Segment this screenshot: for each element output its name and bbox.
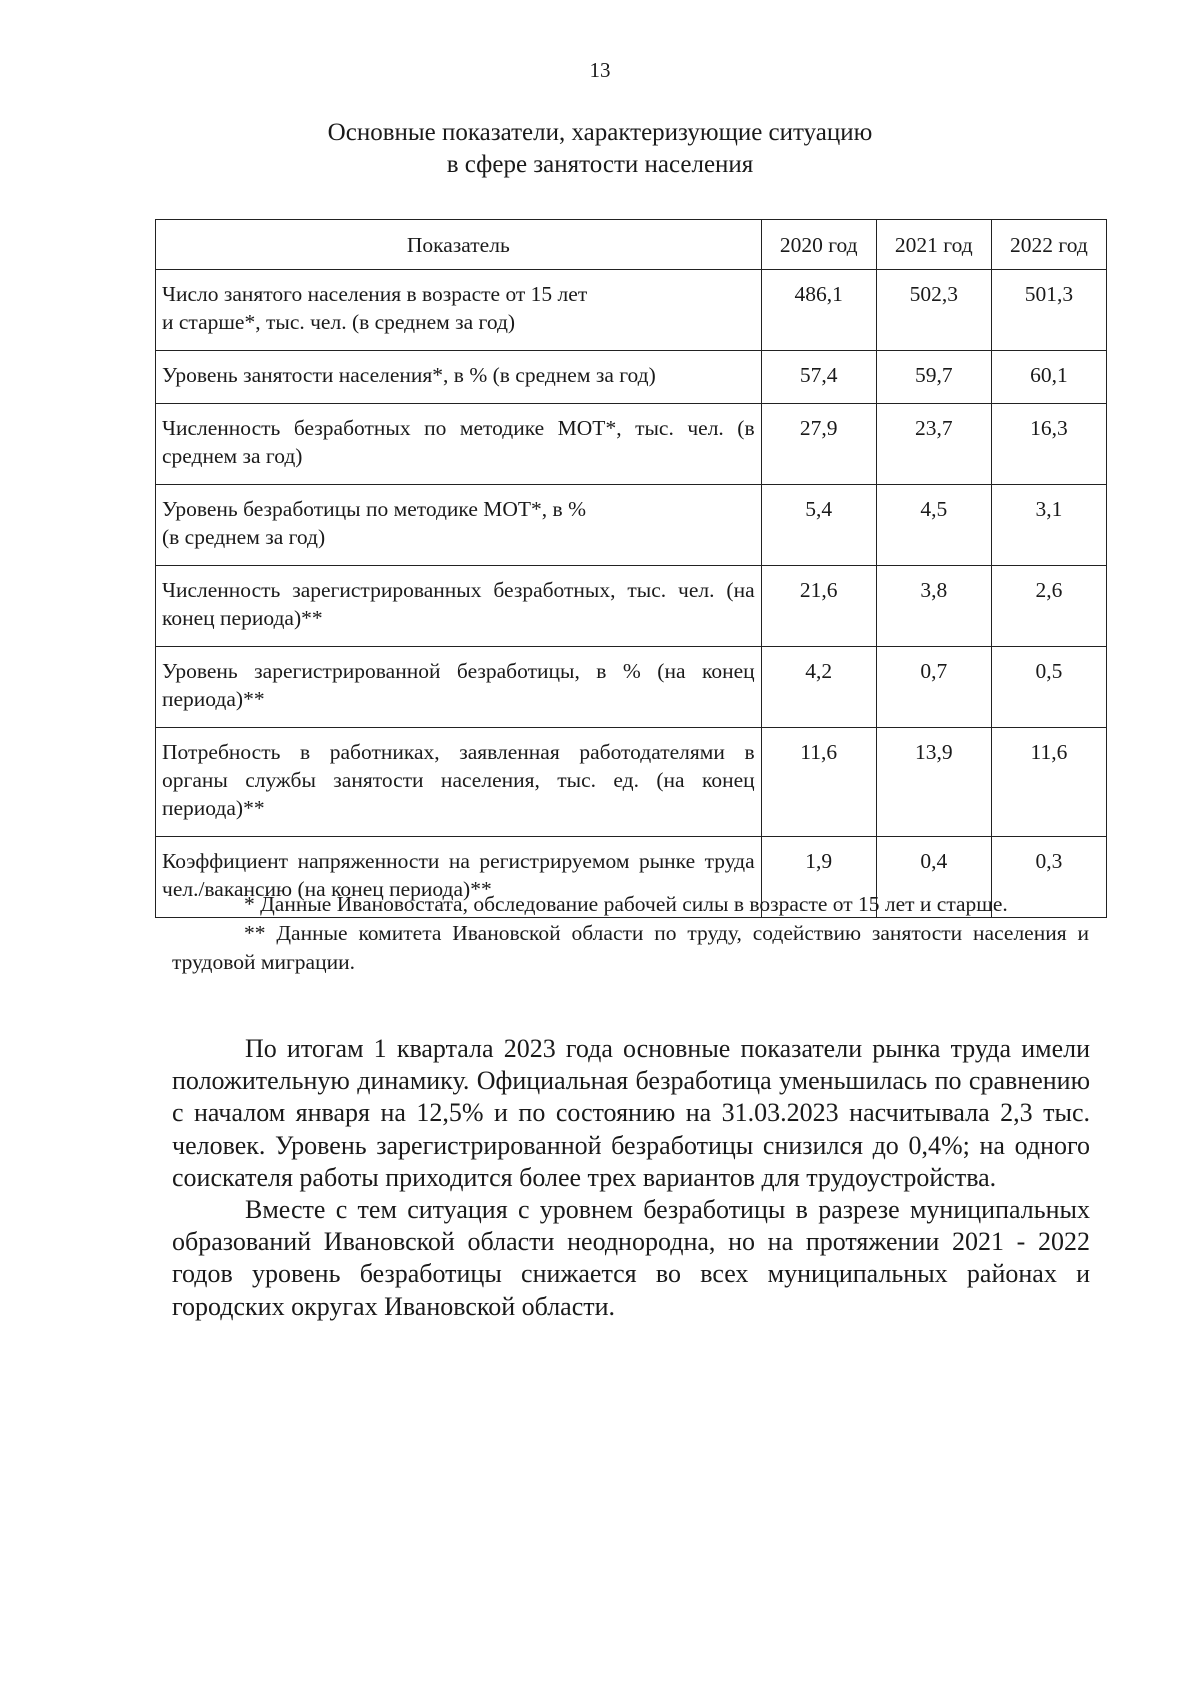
value-2021-cell: 59,7 <box>876 351 991 404</box>
indicator-cell: Потребность в работниках, заявленная работодателями в органы службы занятости населения, тыс. ед. (на конец периода)** <box>156 728 762 837</box>
value-2022-cell: 16,3 <box>991 404 1106 485</box>
table-title-line-2: в сфере занятости населения <box>446 151 754 178</box>
table-row <box>156 270 1107 351</box>
value-2020-cell: 1,9 <box>761 837 876 918</box>
value-2021-cell: 13,9 <box>876 728 991 837</box>
paragraph-1: По итогам 1 квартала 2023 года основные показатели рынка труда имели положительную динамику. Официальная безработица уменьшилась по сравнению с началом января на 12,5% и по состоянию на 31.03.2023 насчитывала 2,3 тыс. человек. Уровень зарегистрированной безработицы снизился до 0,4%; на одного соискателя работы приходится более трех вариантов для трудоустройства. <box>172 1034 1090 1192</box>
header-2021: 2021 год <box>876 220 991 270</box>
header-2020: 2020 год <box>761 220 876 270</box>
table-header-row <box>156 220 1107 270</box>
value-2021-cell: 502,3 <box>876 270 991 351</box>
page-number: 13 <box>589 58 611 82</box>
table-row <box>156 647 1107 728</box>
indicator-cell: Уровень занятости населения*, в % (в среднем за год) <box>156 351 762 404</box>
value-2020-cell: 4,2 <box>761 647 876 728</box>
value-2022-cell: 0,3 <box>991 837 1106 918</box>
indicator-cell: Уровень безработицы по методике МОТ*, в % (в среднем за год) <box>156 485 762 566</box>
value-2020-cell: 27,9 <box>761 404 876 485</box>
paragraph-2: Вместе с тем ситуация с уровнем безработицы в разрезе муниципальных образований Ивановской области неоднородна, но на протяжении 2021 - 2022 годов уровень безработицы снижается во всех муниципальных районах и городских округах Ивановской области. <box>172 1195 1090 1321</box>
body-text <box>172 1033 1090 1323</box>
value-2020-cell: 486,1 <box>761 270 876 351</box>
header-2022: 2022 год <box>991 220 1106 270</box>
value-2020-cell: 11,6 <box>761 728 876 837</box>
table-row <box>156 404 1107 485</box>
indicator-cell: Число занятого населения в возрасте от 15 лет и старше*, тыс. чел. (в среднем за год) <box>156 270 762 351</box>
value-2020-cell: 57,4 <box>761 351 876 404</box>
table-row <box>156 566 1107 647</box>
value-2021-cell: 23,7 <box>876 404 991 485</box>
indicator-cell: Коэффициент напряженности на регистрируемом рынке труда чел./вакансию (на конец периода)** <box>156 837 762 918</box>
footnotes <box>172 890 1089 977</box>
value-2022-cell: 11,6 <box>991 728 1106 837</box>
value-2021-cell: 4,5 <box>876 485 991 566</box>
table-title-line-1: Основные показатели, характеризующие ситуацию <box>327 119 873 146</box>
value-2021-cell: 3,8 <box>876 566 991 647</box>
table-row <box>156 485 1107 566</box>
value-2021-cell: 0,4 <box>876 837 991 918</box>
indicator-cell: Численность безработных по методике МОТ*, тыс. чел. (в среднем за год) <box>156 404 762 485</box>
table-row <box>156 728 1107 837</box>
indicator-cell: Численность зарегистрированных безработных, тыс. чел. (на конец периода)** <box>156 566 762 647</box>
value-2022-cell: 60,1 <box>991 351 1106 404</box>
header-indicator: Показатель <box>156 220 762 270</box>
value-2022-cell: 0,5 <box>991 647 1106 728</box>
footnote-1: * Данные Ивановостата, обследование рабочей силы в возрасте от 15 лет и старше. <box>244 892 1008 916</box>
value-2022-cell: 3,1 <box>991 485 1106 566</box>
footnote-2: ** Данные комитета Ивановской области по труду, содействию занятости населения и трудовой миграции. <box>172 921 1089 974</box>
indicator-cell: Уровень зарегистрированной безработицы, в % (на конец периода)** <box>156 647 762 728</box>
value-2022-cell: 501,3 <box>991 270 1106 351</box>
value-2021-cell: 0,7 <box>876 647 991 728</box>
table-row <box>156 351 1107 404</box>
value-2022-cell: 2,6 <box>991 566 1106 647</box>
table-title <box>0 117 1200 181</box>
employment-indicators-table <box>155 219 1107 918</box>
value-2020-cell: 21,6 <box>761 566 876 647</box>
value-2020-cell: 5,4 <box>761 485 876 566</box>
